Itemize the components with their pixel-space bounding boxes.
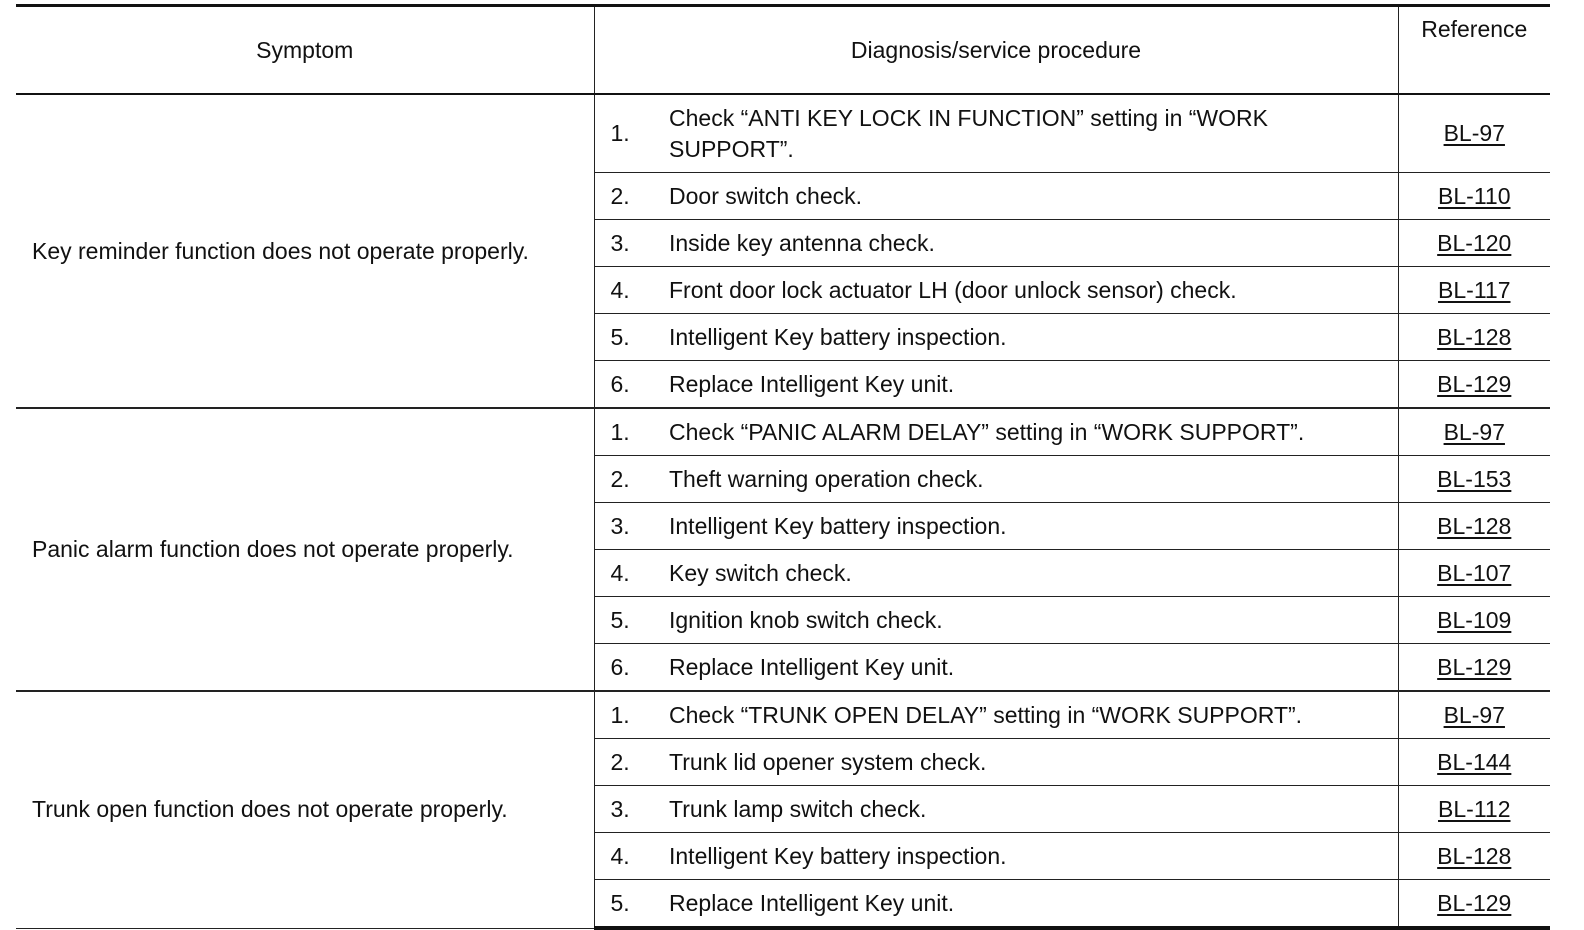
step-number: 4. (594, 550, 654, 597)
table-row (16, 691, 1550, 739)
step-procedure: Replace Intelligent Key unit. (654, 644, 1398, 692)
step-procedure: Trunk lamp switch check. (654, 786, 1398, 833)
step-number: 3. (594, 220, 654, 267)
step-number: 4. (594, 833, 654, 880)
table-row (16, 408, 1550, 456)
reference-link[interactable]: BL-129 (1437, 653, 1512, 680)
procedure-column-header: Diagnosis/service procedure (594, 6, 1398, 95)
step-number: 6. (594, 644, 654, 692)
diagnosis-table-container (16, 4, 1550, 930)
step-procedure: Check “TRUNK OPEN DELAY” setting in “WORK SUPPORT”. (654, 691, 1398, 739)
step-number: 5. (594, 597, 654, 644)
reference-cell (1398, 173, 1550, 220)
reference-cell (1398, 550, 1550, 597)
step-number: 4. (594, 267, 654, 314)
reference-cell (1398, 644, 1550, 692)
step-procedure: Replace Intelligent Key unit. (654, 361, 1398, 409)
symptom-column-header: Symptom (16, 6, 594, 95)
symptom-group-trunk-open (16, 691, 1550, 928)
table-header-row (16, 6, 1550, 95)
reference-link[interactable]: BL-153 (1437, 465, 1512, 492)
diagnosis-table (16, 4, 1550, 930)
reference-cell (1398, 361, 1550, 409)
step-number: 5. (594, 880, 654, 929)
step-number: 6. (594, 361, 654, 409)
reference-link[interactable]: BL-107 (1437, 559, 1512, 586)
reference-cell (1398, 220, 1550, 267)
symptom-group-panic-alarm (16, 408, 1550, 691)
reference-link[interactable]: BL-110 (1438, 182, 1511, 209)
reference-cell (1398, 597, 1550, 644)
reference-cell (1398, 314, 1550, 361)
reference-link[interactable]: BL-112 (1438, 795, 1511, 822)
reference-cell (1398, 408, 1550, 456)
reference-cell (1398, 503, 1550, 550)
reference-cell (1398, 786, 1550, 833)
step-number: 2. (594, 739, 654, 786)
reference-link[interactable]: BL-97 (1443, 418, 1505, 445)
reference-cell (1398, 739, 1550, 786)
reference-link[interactable]: BL-97 (1443, 120, 1505, 146)
reference-cell (1398, 691, 1550, 739)
reference-link[interactable]: BL-144 (1437, 748, 1512, 775)
step-procedure: Trunk lid opener system check. (654, 739, 1398, 786)
step-procedure: Theft warning operation check. (654, 456, 1398, 503)
reference-cell (1398, 833, 1550, 880)
reference-link[interactable]: BL-109 (1437, 606, 1512, 633)
reference-link[interactable]: BL-129 (1437, 889, 1512, 916)
reference-link[interactable]: BL-117 (1438, 276, 1511, 303)
reference-link[interactable]: BL-97 (1443, 701, 1505, 728)
reference-link[interactable]: BL-128 (1437, 323, 1512, 350)
reference-link[interactable]: BL-128 (1437, 842, 1512, 869)
step-number: 1. (594, 94, 654, 173)
step-procedure: Intelligent Key battery inspection. (654, 833, 1398, 880)
reference-cell (1398, 880, 1550, 929)
reference-column-header: Reference (1398, 6, 1550, 95)
symptom-cell: Trunk open function does not operate properly. (16, 691, 594, 928)
step-procedure: Key switch check. (654, 550, 1398, 597)
table-row (16, 94, 1550, 173)
step-number: 3. (594, 786, 654, 833)
reference-cell (1398, 267, 1550, 314)
reference-cell (1398, 456, 1550, 503)
step-procedure: Check “ANTI KEY LOCK IN FUNCTION” setting in “WORK SUPPORT”. (654, 94, 1398, 173)
step-procedure: Check “PANIC ALARM DELAY” setting in “WORK SUPPORT”. (654, 408, 1398, 456)
step-procedure: Front door lock actuator LH (door unlock sensor) check. (654, 267, 1398, 314)
step-procedure: Intelligent Key battery inspection. (654, 503, 1398, 550)
step-procedure: Door switch check. (654, 173, 1398, 220)
step-procedure: Inside key antenna check. (654, 220, 1398, 267)
reference-link[interactable]: BL-120 (1437, 229, 1512, 256)
reference-link[interactable]: BL-128 (1437, 512, 1512, 539)
step-procedure: Ignition knob switch check. (654, 597, 1398, 644)
step-procedure: Intelligent Key battery inspection. (654, 314, 1398, 361)
reference-link[interactable]: BL-129 (1437, 370, 1512, 397)
step-number: 1. (594, 691, 654, 739)
step-procedure: Replace Intelligent Key unit. (654, 880, 1398, 929)
step-number: 2. (594, 456, 654, 503)
symptom-group-key-reminder (16, 94, 1550, 408)
step-number: 2. (594, 173, 654, 220)
reference-cell (1398, 94, 1550, 173)
step-number: 3. (594, 503, 654, 550)
step-number: 1. (594, 408, 654, 456)
step-number: 5. (594, 314, 654, 361)
symptom-cell: Panic alarm function does not operate properly. (16, 408, 594, 691)
symptom-cell: Key reminder function does not operate properly. (16, 94, 594, 408)
